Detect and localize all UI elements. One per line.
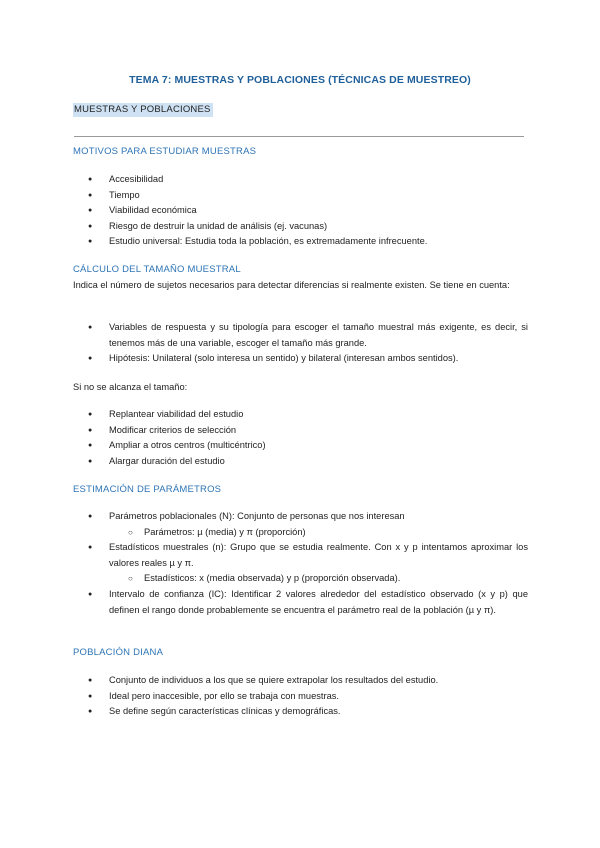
list-no-alcanza (0, 407, 455, 469)
list-poblacion-diana (0, 673, 455, 720)
paragraph-calculo-intro: Indica el número de sujetos necesarios para detectar diferencias si realmente existen. Se tiene en cuenta: (73, 280, 510, 290)
list-item: ● Estudio universal: Estudia toda la población, es extremadamente infrecuente. (73, 234, 528, 250)
list-item: ● Conjunto de individuos a los que se quiere extrapolar los resultados del estudio. (73, 673, 528, 689)
list-item: ● Estadísticos muestrales (n): Grupo que se estudia realmente. Con x y p intentamos aproximar los valores reales µ y π. (73, 540, 528, 571)
list-motivos (0, 172, 455, 250)
heading-calculo: CÁLCULO DEL TAMAÑO MUESTRAL (73, 264, 241, 275)
sub-list-item: ○ Estadísticos: x (media observada) y p (proporción observada). (73, 571, 528, 587)
list-item: ● Variables de respuesta y su tipología para escoger el tamaño muestral más exigente, es decir, si tenemos más de una variable, escoger el tamaño más grande. (73, 320, 528, 351)
heading-poblacion-diana: POBLACIÓN DIANA (73, 647, 164, 658)
list-item: ● Ideal pero inaccesible, por ello se trabaja con muestras. (73, 689, 528, 705)
list-item: ● Alargar duración del estudio (73, 454, 528, 470)
list-item: ● Riesgo de destruir la unidad de análisis (ej. vacunas) (73, 219, 528, 235)
heading-motivos: MOTIVOS PARA ESTUDIAR MUESTRAS (73, 146, 257, 157)
list-item: ● Viabilidad económica (73, 203, 528, 219)
list-item: ● Intervalo de confianza (IC): Identificar 2 valores alrededor del estadístico observado (x y p) que definen el rango donde probablemente se encuentra el parámetro real de la población (µ y π). (73, 587, 528, 618)
horizontal-rule (74, 136, 524, 137)
highlighted-subtitle: MUESTRAS Y POBLACIONES (74, 104, 211, 115)
list-calculo (0, 320, 528, 367)
list-item: ● Parámetros poblacionales (N): Conjunto de personas que nos interesan (73, 509, 528, 525)
document-title: TEMA 7: MUESTRAS Y POBLACIONES (TÉCNICAS DE MUESTREO) (129, 74, 471, 86)
heading-estimacion: ESTIMACIÓN DE PARÁMETROS (73, 484, 222, 495)
list-item: ● Hipótesis: Unilateral (solo interesa un sentido) y bilateral (interesan ambos sentidos). (73, 351, 528, 367)
sub-list-item: ○ Parámetros: µ (media) y π (proporción) (73, 525, 528, 541)
list-item: ● Replantear viabilidad del estudio (73, 407, 528, 423)
paragraph-no-alcanza: Si no se alcanza el tamaño: (73, 382, 188, 392)
list-item: ● Accesibilidad (73, 172, 528, 188)
list-item: ● Se define según características clínicas y demográficas. (73, 704, 528, 720)
list-item: ● Tiempo (73, 188, 528, 204)
list-item: ● Modificar criterios de selección (73, 423, 528, 439)
list-item: ● Ampliar a otros centros (multicéntrico) (73, 438, 528, 454)
list-estimacion (0, 509, 528, 618)
